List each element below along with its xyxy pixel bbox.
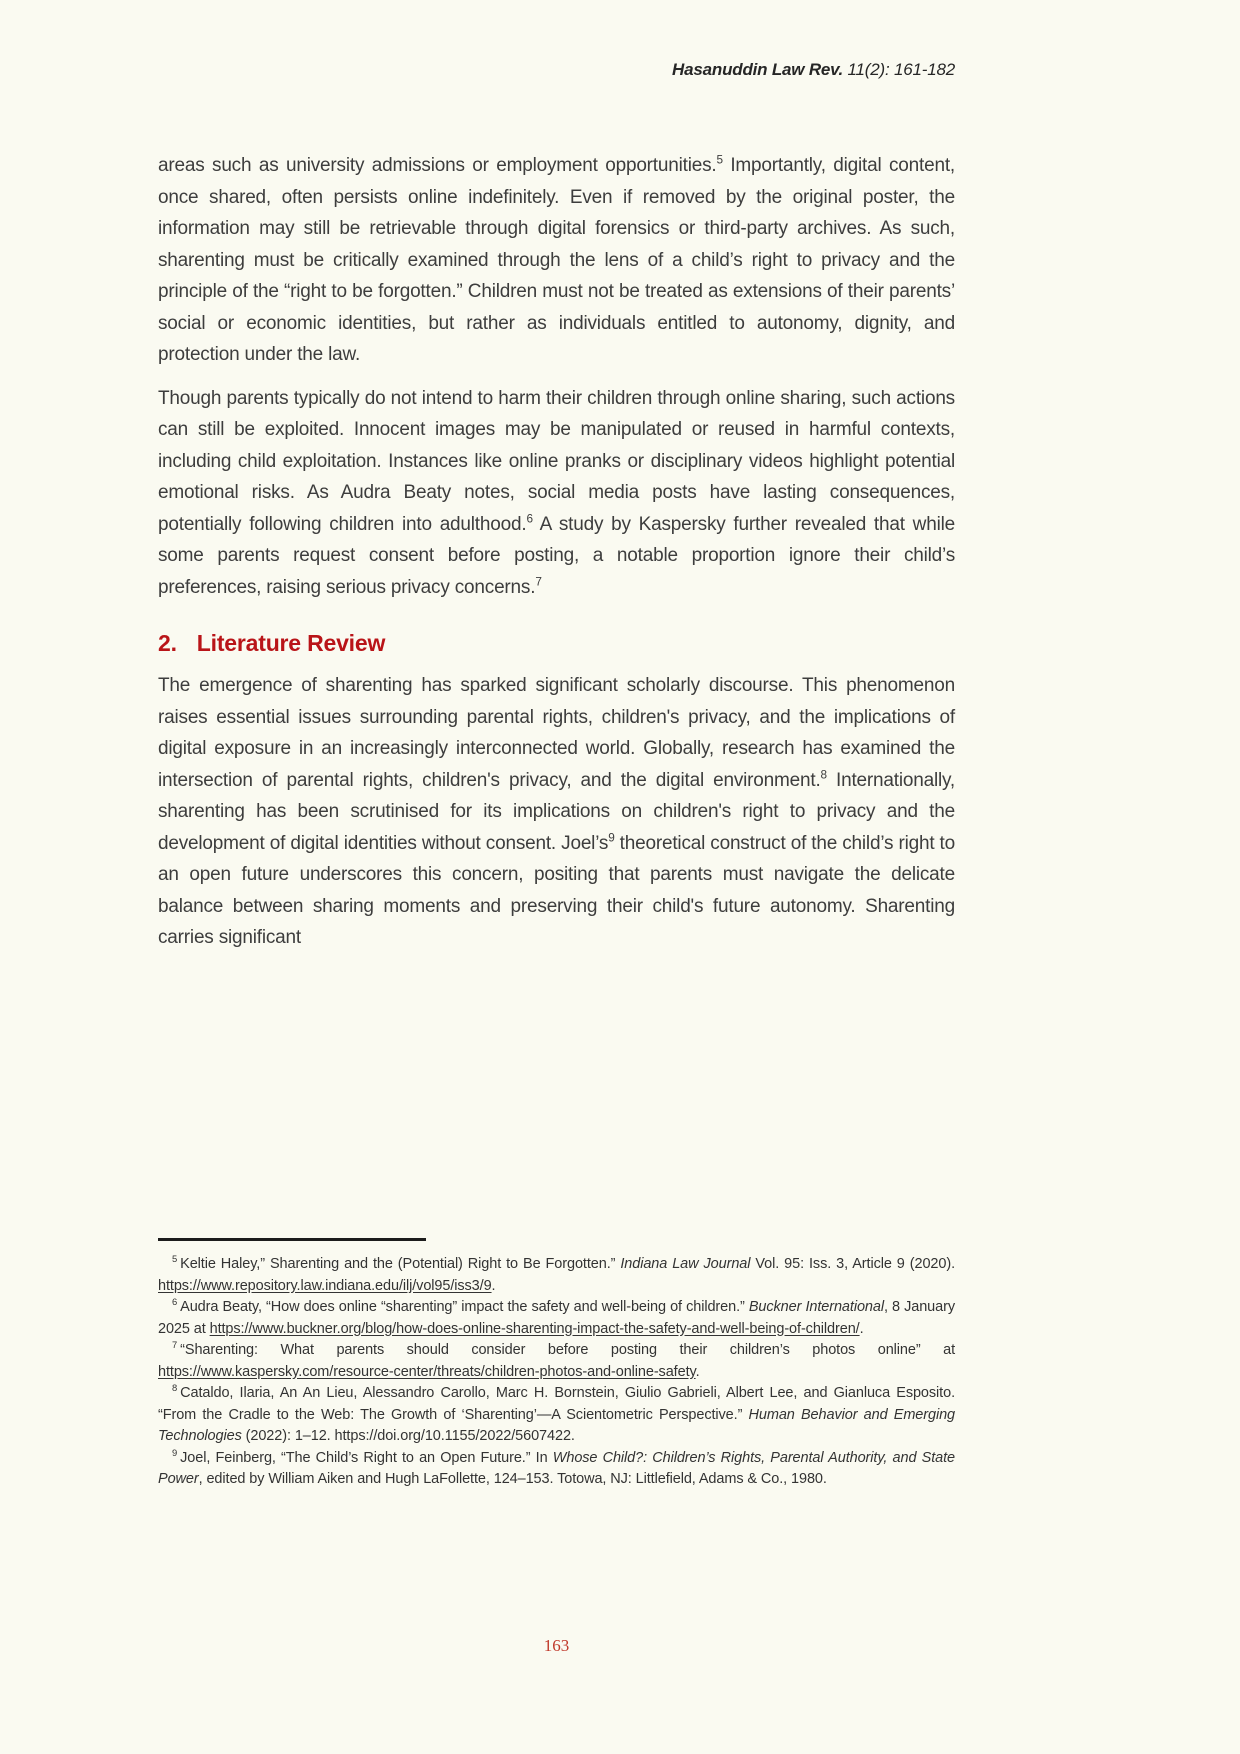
text-segment: areas such as university admissions or employment opportunities. (158, 155, 717, 176)
text-segment: . (859, 1320, 864, 1337)
footnote-link[interactable]: https://www.kaspersky.com/resource-center/threats/children-photos-and-online-safety (158, 1363, 696, 1380)
text-segment: Keltie Haley,” Sharenting and the (Potential) Right to Be Forgotten.” (180, 1256, 621, 1272)
footnote-text (158, 1256, 955, 1294)
text-segment: The emergence of sharenting has sparked significant scholarly discourse. This phenomenon raises essential issues surrounding parental rights, children's privacy, and the implications of digital exposure in an increasingly interconnected world. Globally, research has examined the intersection of parental rights, children's privacy, and the digital environment. (158, 675, 955, 791)
italic-text-segment: Buckner International (748, 1299, 884, 1315)
footnote-ref: 9 (608, 831, 615, 845)
footnote-ref: 6 (526, 512, 533, 526)
footnote-text (158, 1385, 955, 1444)
text-segment: , 8 January 2025 at (158, 1299, 955, 1337)
text-segment: . (695, 1363, 700, 1380)
text-segment: Internationally, sharenting has been scrutinised for its implications on children's right to privacy and the development of digital identities without consent. Joel’s (158, 769, 955, 854)
text-segment: Joel, Feinberg, “The Child’s Right to an Open Future.” In (180, 1449, 553, 1466)
footnote-text (158, 1450, 955, 1488)
footnote-number: 6 (172, 1296, 178, 1308)
footnote-number: 9 (172, 1446, 178, 1458)
text-segment: Importantly, digital content, once shared, often persists online indefinitely. Even if removed by the original poster, the information may still be retrievable through digital forensics or third-party archives. As such, sharenting must be critically examined through the lens of a child’s right to privacy and the principle of the “right to be forgotten.” Children must not be treated as extensions of their parents’ social or economic identities, but rather as individuals entitled to autonomy, dignity, and protection under the law. (158, 155, 956, 365)
text-segment: theoretical construct of the child’s right to an open future underscores this concern, positing that parents must navigate the delicate balance between sharing moments and preserving their child's future autonomy. Sharenting carries significant (158, 832, 955, 948)
footnote-9 (158, 1448, 955, 1491)
text-segment: Audra Beaty, “How does online “sharenting” impact the safety and well-being of children.” (180, 1299, 749, 1315)
text-segment: (2022): 1–12. https://doi.org/10.1155/2022/5607422. (241, 1428, 575, 1444)
page-number: 163 (543, 1636, 570, 1655)
footnote-7 (158, 1340, 955, 1383)
footnote-8 (158, 1383, 955, 1448)
footnote-text (158, 1342, 955, 1380)
footnote-number: 7 (172, 1339, 178, 1351)
text-segment: , edited by William Aiken and Hugh LaFollette, 124–153. Totowa, NJ: Littlefield, Adams & Co., 1980. (198, 1471, 827, 1487)
footnote-5 (158, 1254, 955, 1297)
footnote-number: 8 (172, 1382, 178, 1394)
footnote-text (158, 1299, 955, 1337)
text-segment: . (491, 1277, 496, 1294)
section-heading (158, 630, 955, 657)
journal-title: Hasanuddin Law Rev. (672, 60, 844, 79)
running-header (158, 60, 955, 80)
italic-text-segment: Whose Child?: Children’s Rights, Parental Authority, and State Power (158, 1449, 956, 1487)
paragraph-2 (158, 383, 955, 604)
footnote-link[interactable]: https://www.buckner.org/blog/how-does-online-sharenting-impact-the-safety-and-well-being-of-children/ (209, 1320, 860, 1337)
section-number: 2. (158, 630, 177, 656)
text-segment: A study by Kaspersky further revealed that while some parents request consent before posting, a notable proportion ignore their child’s preferences, raising serious privacy concerns. (158, 513, 955, 598)
journal-issue-info: 11(2): 161-182 (843, 60, 955, 79)
footnote-link[interactable]: https://www.repository.law.indiana.edu/ilj/vol95/iss3/9 (158, 1277, 492, 1294)
footnote-separator (158, 1238, 426, 1241)
footnote-ref: 7 (535, 575, 542, 589)
text-segment: Cataldo, Ilaria, An An Lieu, Alessandro Carollo, Marc H. Bornstein, Giulio Gabrieli, Albert Lee, and Gianluca Esposito. “From the Cradle to the Web: The Growth of ‘Sharenting’—A Scientometric Perspective.” (158, 1385, 955, 1423)
text-segment: Though parents typically do not intend to harm their children through online sharing, such actions can still be exploited. Innocent images may be manipulated or reused in harmful contexts, including child exploitation. Instances like online pranks or disciplinary videos highlight potential emotional risks. As Audra Beaty notes, social media posts have lasting consequences, potentially following children into adulthood. (158, 387, 955, 535)
footnote-ref: 5 (716, 153, 723, 167)
footnote-number: 5 (172, 1253, 178, 1265)
text-segment: “Sharenting: What parents should consider before posting their children’s photos online” at (180, 1342, 955, 1358)
footnote-ref: 8 (820, 768, 827, 782)
section-title: Literature Review (196, 630, 386, 656)
paragraph-1 (158, 150, 955, 371)
body-text (158, 150, 955, 966)
footnote-6 (158, 1297, 955, 1340)
footnotes-section (158, 1238, 955, 1491)
text-segment: Vol. 95: Iss. 3, Article 9 (2020). (750, 1256, 955, 1272)
italic-text-segment: Human Behavior and Emerging Technologies (158, 1406, 956, 1444)
italic-text-segment: Indiana Law Journal (620, 1256, 751, 1272)
paragraph-3 (158, 670, 955, 954)
